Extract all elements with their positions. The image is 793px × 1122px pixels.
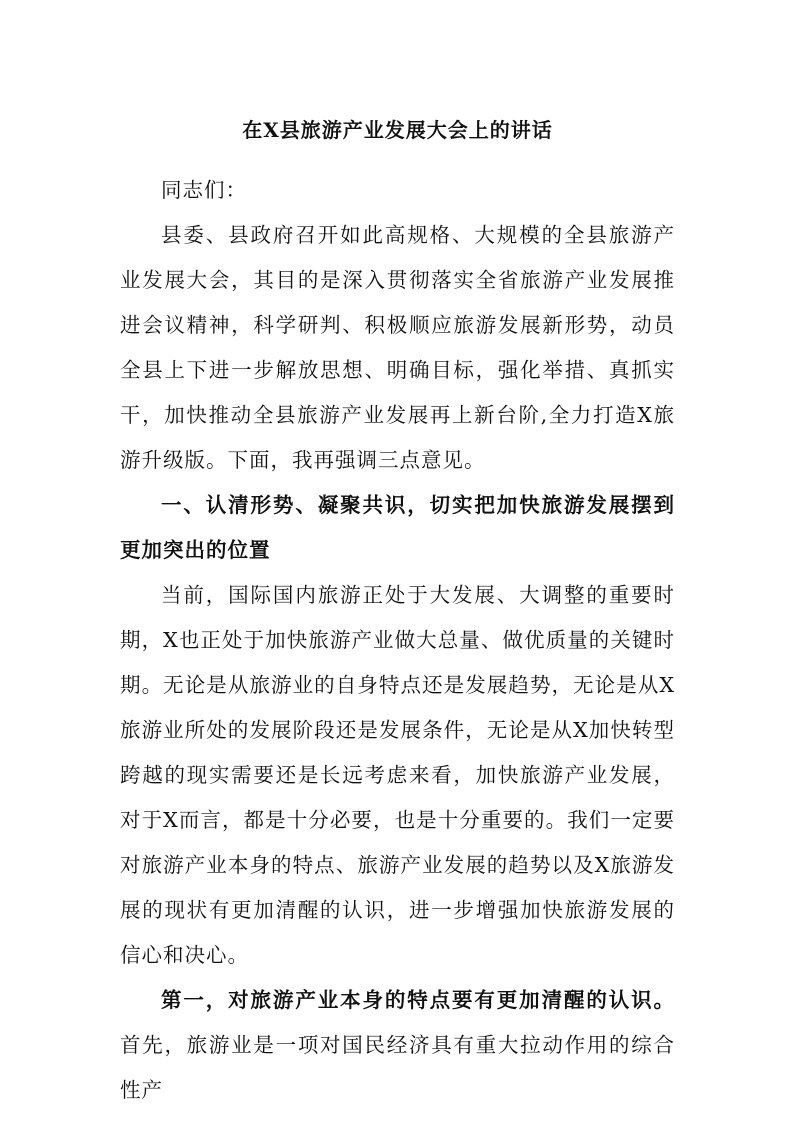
section-1-paragraph: 当前，国际国内旅游正处于大发展、大调整的重要时期，X也正处于加快旅游产业做大总量、做优质量的关键时期。无论是从旅游业的自身特点还是发展趋势，无论是从X旅游业所处的发展阶段还是发展条件，无论是从X加快转型跨越的现实需要还是长远考虑来看，加快旅游产业发展，对于X而言，都是十分必要，也是十分重要的。我们一定要对旅游产业本身的特点、旅游产业发展的趋势以及X旅游发展的现状有更加清醒的认识，进一步增强加快旅游发展的信心和决心。 <box>120 583 675 967</box>
point-1-lead: 第一，对旅游产业本身的特点要有更加清醒的认识。 <box>161 988 675 1012</box>
point-1-text: 首先，旅游业是一项对国民经济具有重大拉动作用的综合性产 <box>120 1033 675 1102</box>
salutation: 同志们： <box>161 178 247 202</box>
intro-paragraph: 县委、县政府召开如此高规格、大规模的全县旅游产业发展大会，其目的是深入贯彻落实全省旅游产业发展推进会议精神，科学研判、积极顺应旅游发展新形势，动员全县上下进一步解放思想、明确目标，强化举措、真抓实干，加快推动全县旅游产业发展再上新台阶,全力打造X旅游升级版。下面，我再强调三点意见。 <box>120 223 675 472</box>
point-1-paragraph <box>120 978 675 1113</box>
section-1-heading: 一、认清形势、凝聚共识，切实把加快旅游发展摆到更加突出的位置 <box>120 493 675 562</box>
document-title: 在X县旅游产业发展大会上的讲话 <box>242 118 553 142</box>
